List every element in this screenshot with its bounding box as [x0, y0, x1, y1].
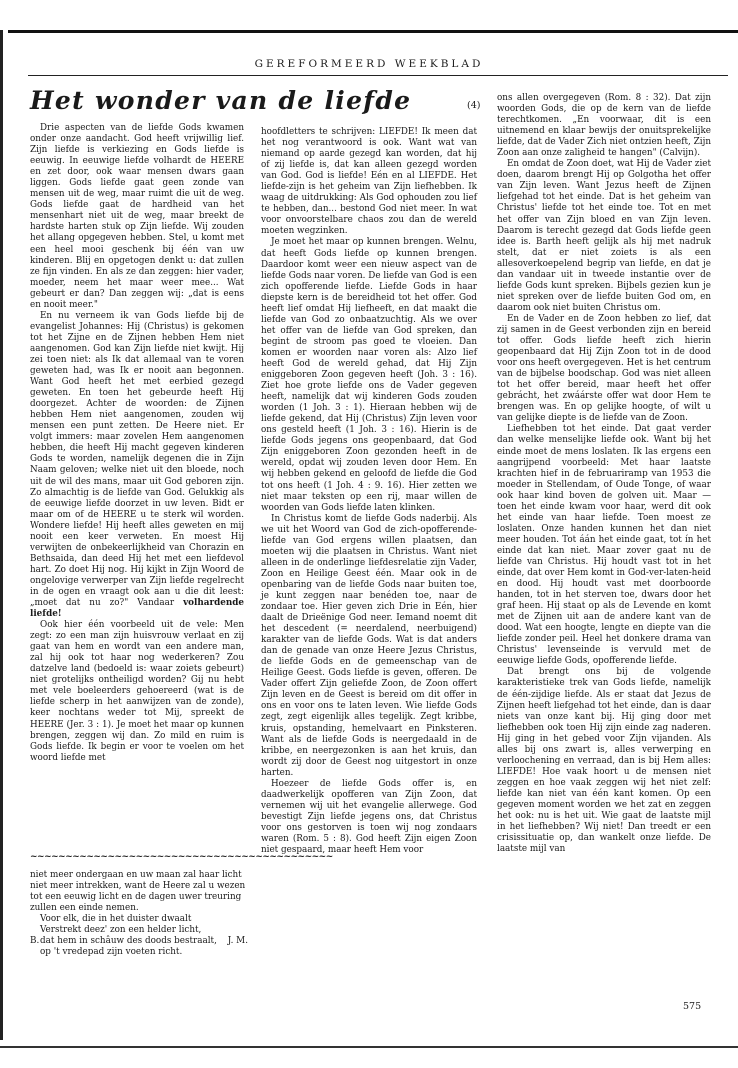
paragraph: hoofdletters te schrijven: LIEFDE! Ik meen dat het nog verantwoord is ook. Want wat van niemand op aarde gezegd kan worden, dat hij of zij liefde is, dat kan alleen gezegd worden van God. God is liefde! Eén en al LIEFDE. Het liefde-zijn is het geheim van Zijn liefhebben. Ik waag de uitdrukking: Als God ophouden zou lief te hebben, dan... bestond God niet meer. In wat voor onvoorstelbare chaos zou dan de wereld moeten wegzinken. [261, 127, 477, 237]
column-1 [30, 123, 244, 764]
paragraph: En omdat de Zoon doet, wat Hij de Vader ziet doen, daarom brengt Hij op Golgotha het offer van Zijn leven. Want Jezus heeft de Zijnen liefgehad tot het einde. Dat is het geheim van Christus' liefde tot het einde toe. Tot en met het offer van Zijn bloed en van Zijn leven. Daarom is terecht gezegd dat Gods liefde geen idee is. Barth heeft gelijk als hij met nadruk stelt, dat er niet zoiets is als een allesoverkoepelend begrip van liefde, en dat je dan vandaar uit in tweede instantie over de liefde Gods kunt spreken. Bijbels gezien kun je niet spreken over de liefde buiten God om, en daarom ook niet buiten Christus om. [497, 159, 711, 313]
article-title: Het wonder van de liefde [30, 86, 412, 115]
paragraph: Liefhebben tot het einde. Dat gaat verder dan welke menselijke liefde ook. Want bij het einde moet de mens loslaten. Ik las ergens een aangrijpend voorbeeld: Met haar laatste krachten hief in de februariramp van 1953 die moeder in Stellendam, of Oude Tonge, of waar ook haar kind boven de golven uit. Maar — toen het einde kwam voor haar, werd dit ook het einde van haar liefde. Toen moest ze loslaten. Onze handen kunnen het dan niet meer houden. Tot áán het einde gaat, tot ín het einde dat kan niet. Maar zover gaat nu de liefde van Christus. Hij houdt vast tot in het einde, dat over Hem komt in God-ver-laten-heid en dood. Hij houdt vast met doorboorde handen, tot in het sterven toe, dwars door het graf heen. Hij staat op als de Levende en komt met de Zijnen uit aan de andere kant van de dood. Wat een hoogte, lengte en diepte van die liefde zonder peil. Heel het donkere drama van Christus' levenseinde is vervuld met de eeuwige liefde Gods, opofferende liefde. [497, 424, 711, 667]
poem-line: Verstrekt deez' zon een helder licht, [40, 925, 202, 936]
page-edge-left [0, 30, 3, 1040]
author-initials: J. M. [227, 936, 248, 946]
running-header: GEREFORMEERD WEEKBLAD [254, 58, 484, 70]
paragraph: Je moet het maar op kunnen brengen. Welnu, dat heeft Gods liefde op kunnen brengen. Daardoor komt weer een nieuw aspect van de liefde Gods naar voren. De liefde van God is een zich opofferende liefde. Liefde Gods in haar diepste kern is de bereidheid tot het offer. God heeft lief omdat Hij liefheeft, en dat maakt die liefde van God zo onbaatzuchtig. Als we over het offer van de liefde van God spreken, dan begint de stroom pas goed te vloeien. Dan komen er woorden naar voren als: Alzo lief heeft God de wereld gehad, dat Hij Zijn eniggeboren Zoon gegeven heeft (Joh. 3 : 16). Ziet hoe grote liefde ons de Vader gegeven heeft, namelijk dat wij kinderen Gods zouden worden (1 Joh. 3 : 1). Hieraan hebben wij de liefde gekend, dat Hij (Christus) Zijn leven voor ons gesteld heeft (1 Joh. 3 : 16). Hierin is de liefde Gods jegens ons geopenbaard, dat God Zijn eniggeboren Zoon gezonden heeft in de wereld, opdat wij zouden leven door Hem. En wij hebben gekend en geloofd de liefde die God tot ons heeft (1 Joh. 4 : 9. 16). Hier zetten we niet maar teksten op een rij, maar willen de woorden van Gods liefde laten klinken. [261, 237, 477, 513]
page-edge-bottom [0, 1046, 738, 1048]
paragraph [30, 311, 244, 620]
poem-line: op 't vredepad zijn voeten richt. [40, 947, 183, 958]
paragraph: Ook hier één voorbeeld uit de vele: Men zegt: zo een man zijn huisvrouw verlaat en zij gaat van hem en wordt van een andere man, zal hij ook tot haar nog wederkeren? Zou datzelve land (bedoeld is: waar zoiets gebeurt) niet grotelijks ontheiligd worden? Gij nu hebt met vele boeleerders gehoereerd (wat is de liefde scherp in het aanwijzen van de zonde), keer nochtans weder tot Mij, spreekt de HEERE (Jer. 3 : 1). Je moet het maar op kunnen brengen, zeggen wij dan. Zo mild en ruim is Gods liefde. Ik begin er voor te voelen om het woord liefde met [30, 620, 244, 763]
column-2 [261, 127, 477, 856]
header-rule [28, 75, 728, 76]
paragraph: In Christus komt de liefde Gods naderbij. Als we uit het Woord van God de zich-opofferende-liefde van God ergens willen plaatsen, dan moeten wij die plaatsen in Christus. Want niet alleen in de onderlinge liefdesrelatie zijn Vader, Zoon en Heilige Geest één. Maar ook in de openbaring van de liefde Gods naar buiten toe, je kunt zeggen naar benéden toe, naar de zondaar toe. Hier geven zich Drie in Eén, hier daalt de Drieënige God neer. Iemand noemt dit het descedent (= neerdalend, neerbuigend) karakter van de liefde Gods. Wat is dat anders dan de genade van onze Heere Jezus Christus, de liefde Gods en de gemeenschap van de Heilige Geest. Gods liefde is geven, offeren. De Vader offert Zijn geliefde Zoon, de Zoon offert Zijn leven en de Geest is bereid om dit offer in ons en voor ons te laten leven. Wie liefde Gods zegt, zegt eigenlijk alles tegelijk. Zegt kribbe, kruis, opstanding, hemelvaart en Pinksteren. Want als de liefde Gods is neergedaald in de kribbe, en neergezonken is aan het kruis, dan wordt zij door de Geest nog uitgestort in onze harten. [261, 513, 477, 778]
column-3 [497, 93, 711, 855]
emphasis: volhardende liefde! [30, 598, 245, 620]
paragraph: Hoezeer de liefde Gods offer is, en daadwerkelijk opofferen van Zijn Zoon, dat vernemen wij uit het evangelie allerwege. God bevestigt Zijn liefde jegens ons, dat Christus voor ons gestorven is toen wij nog zondaars waren (Rom. 5 : 8). God heeft Zijn eigen Zoon niet gespaard, maar heeft Hem voor [261, 778, 477, 856]
paragraph: En de Vader en de Zoon hebben zo lief, dat zij samen in de Geest verbonden zijn en bereid tot offer. Gods liefde heeft zich hierin geopenbaard dat Hij Zijn Zoon tot in de dood voor ons heeft overgegeven. Het is het centrum van de bijbelse boodschap. God was niet alleen tot het offer bereid, maar heeft het offer gebrácht, het zwáárste offer wat door Hem te brengen was. En op gelijke hoogte, of wilt u van gelijke diepte is de liefde van de Zoon. [497, 313, 711, 424]
poem-line: dat hem in schâuw des doods bestraalt, [40, 936, 217, 947]
paragraph: Dat brengt ons bij de volgende karakteristieke trek van Gods liefde, namelijk de één-zijdige liefde. Als er staat dat Jezus de Zijnen heeft liefgehad tot het einde, dan is daar niets van onze kant bij. Hij ging door met liefhebben ook toen Hij zijn einde zag naderen. Hij ging in het gebed voor Zijn vijanden. Als alles bij ons zwart is, alles verwerping en verloochening en verraad, dan is bij Hem alles: LIEFDE! Hoe vaak hoort u de mensen niet zeggen en hoe vaak zeggen wij het niet zelf: liefde kan niet van één kant komen. Op een gegeven moment worden we het zat en zeggen het ook: nu is het uit. Wie gaat de laatste mijl in het liefhebben? Wij niet! Dan treedt er een crisissituatie op, dan wankelt onze liefde. De laatste mijl van [497, 667, 711, 855]
part-number: (4) [467, 100, 481, 111]
paragraph: Drie aspecten van de liefde Gods kwamen onder onze aandacht. God heeft vrijwillig lief. Zijn liefde is verkiezing en Gods liefde is eeuwig. In eeuwige liefde volhardt de HEERE en zet door, ook waar mensen dwars gaan liggen. Gods liefde gaat geen zonde van mensen uit de weg, maar ruimt die uit de weg. Gods liefde gaat de hardheid van het mensenhart niet uit de weg, maar breekt de hardste harten stuk op Zijn liefde. Wij zouden het allang opgegeven hebben. Stel, u komt met een heel mooi geschenk bij één van uw kinderen. Blij en opgetogen denkt u: dat zullen ze fijn vinden. En als ze dan zeggen: hier vader, moeder, neem het maar weer mee... Wat gebeurt er dan? Dan zeggen wij: „dat is eens en nooit meer." [30, 123, 244, 310]
signature-line [30, 936, 248, 946]
paragraph-text: En nu verneem ik van Gods liefde bij de evangelist Johannes: Hij (Christus) is gekomen tot het Zijne en de Zijnen hebben Hem niet aangenomen. God kan Zijn liefde niet kwijt. Hij zei toen niet: als Ik dat allemaal van te voren geweten had, was Ik er nooit aan begonnen. Want God heeft het met eerbied gezegd geweten. En toen het gebeurde heeft Hij doorgezet. Achter de woorden: de Zijnen hebben Hem niet aangenomen, zouden wij mensen een punt zetten. De Heere niet. Er volgt immers: maar zovelen Hem aangenomen hebben, die heeft Hij macht gegeven kinderen Gods te worden, namelijk degenen die in Zijn Naam geloven; welke niet uit den bloede, noch uit de wil des mans, maar uit God geboren zijn. Zo almachtig is de liefde van God. Gelukkig als de eeuwige liefde doorzet in uw leven. Bidt er maar om of de HEERE u te sterk wil worden. Wondere liefde! Hij heeft alles geweten en mij nooit een keer verweten. En moest Hij verwijten de onbekeerlijkheid van Chorazin en Bethsaida, dan deed Hij het met een liefdevol hart. Zo doet Hij nog. Hij kijkt in Zijn Woord de ongelovige verwerper van Zijn liefde regelrecht in de ogen en vraagt ook aan u die dit leest: „moet dat nu zo?" Vandaar [30, 310, 244, 609]
poem-line: Voor elk, die in het duister dwaalt [40, 914, 192, 925]
page-edge-top [8, 30, 738, 33]
section-divider: ~~~~~~~~~~~~~~~~~~~~~~~~~~~~~~~~~~~~~~~~~~~ [30, 852, 333, 862]
poem-intro: niet meer ondergaan en uw maan zal haar licht niet meer intrekken, want de Heere zal u wezen tot een eeuwig licht en de dagen uwer treuring zullen een einde nemen. [30, 870, 246, 914]
signature-initial: B. [30, 936, 40, 946]
page-number: 575 [683, 1001, 702, 1012]
paragraph: ons allen overgegeven (Rom. 8 : 32). Dat zijn woorden Gods, die op de kern van de liefde terechtkomen. „En voorwaar, dit is een uitnemend en klaar bewijs der onuitsprekelijke liefde, dat de Vader Zich niet ontzien heeft, Zijn Zoon aan onze zaligheid te hangen" (Calvijn). [497, 93, 711, 159]
